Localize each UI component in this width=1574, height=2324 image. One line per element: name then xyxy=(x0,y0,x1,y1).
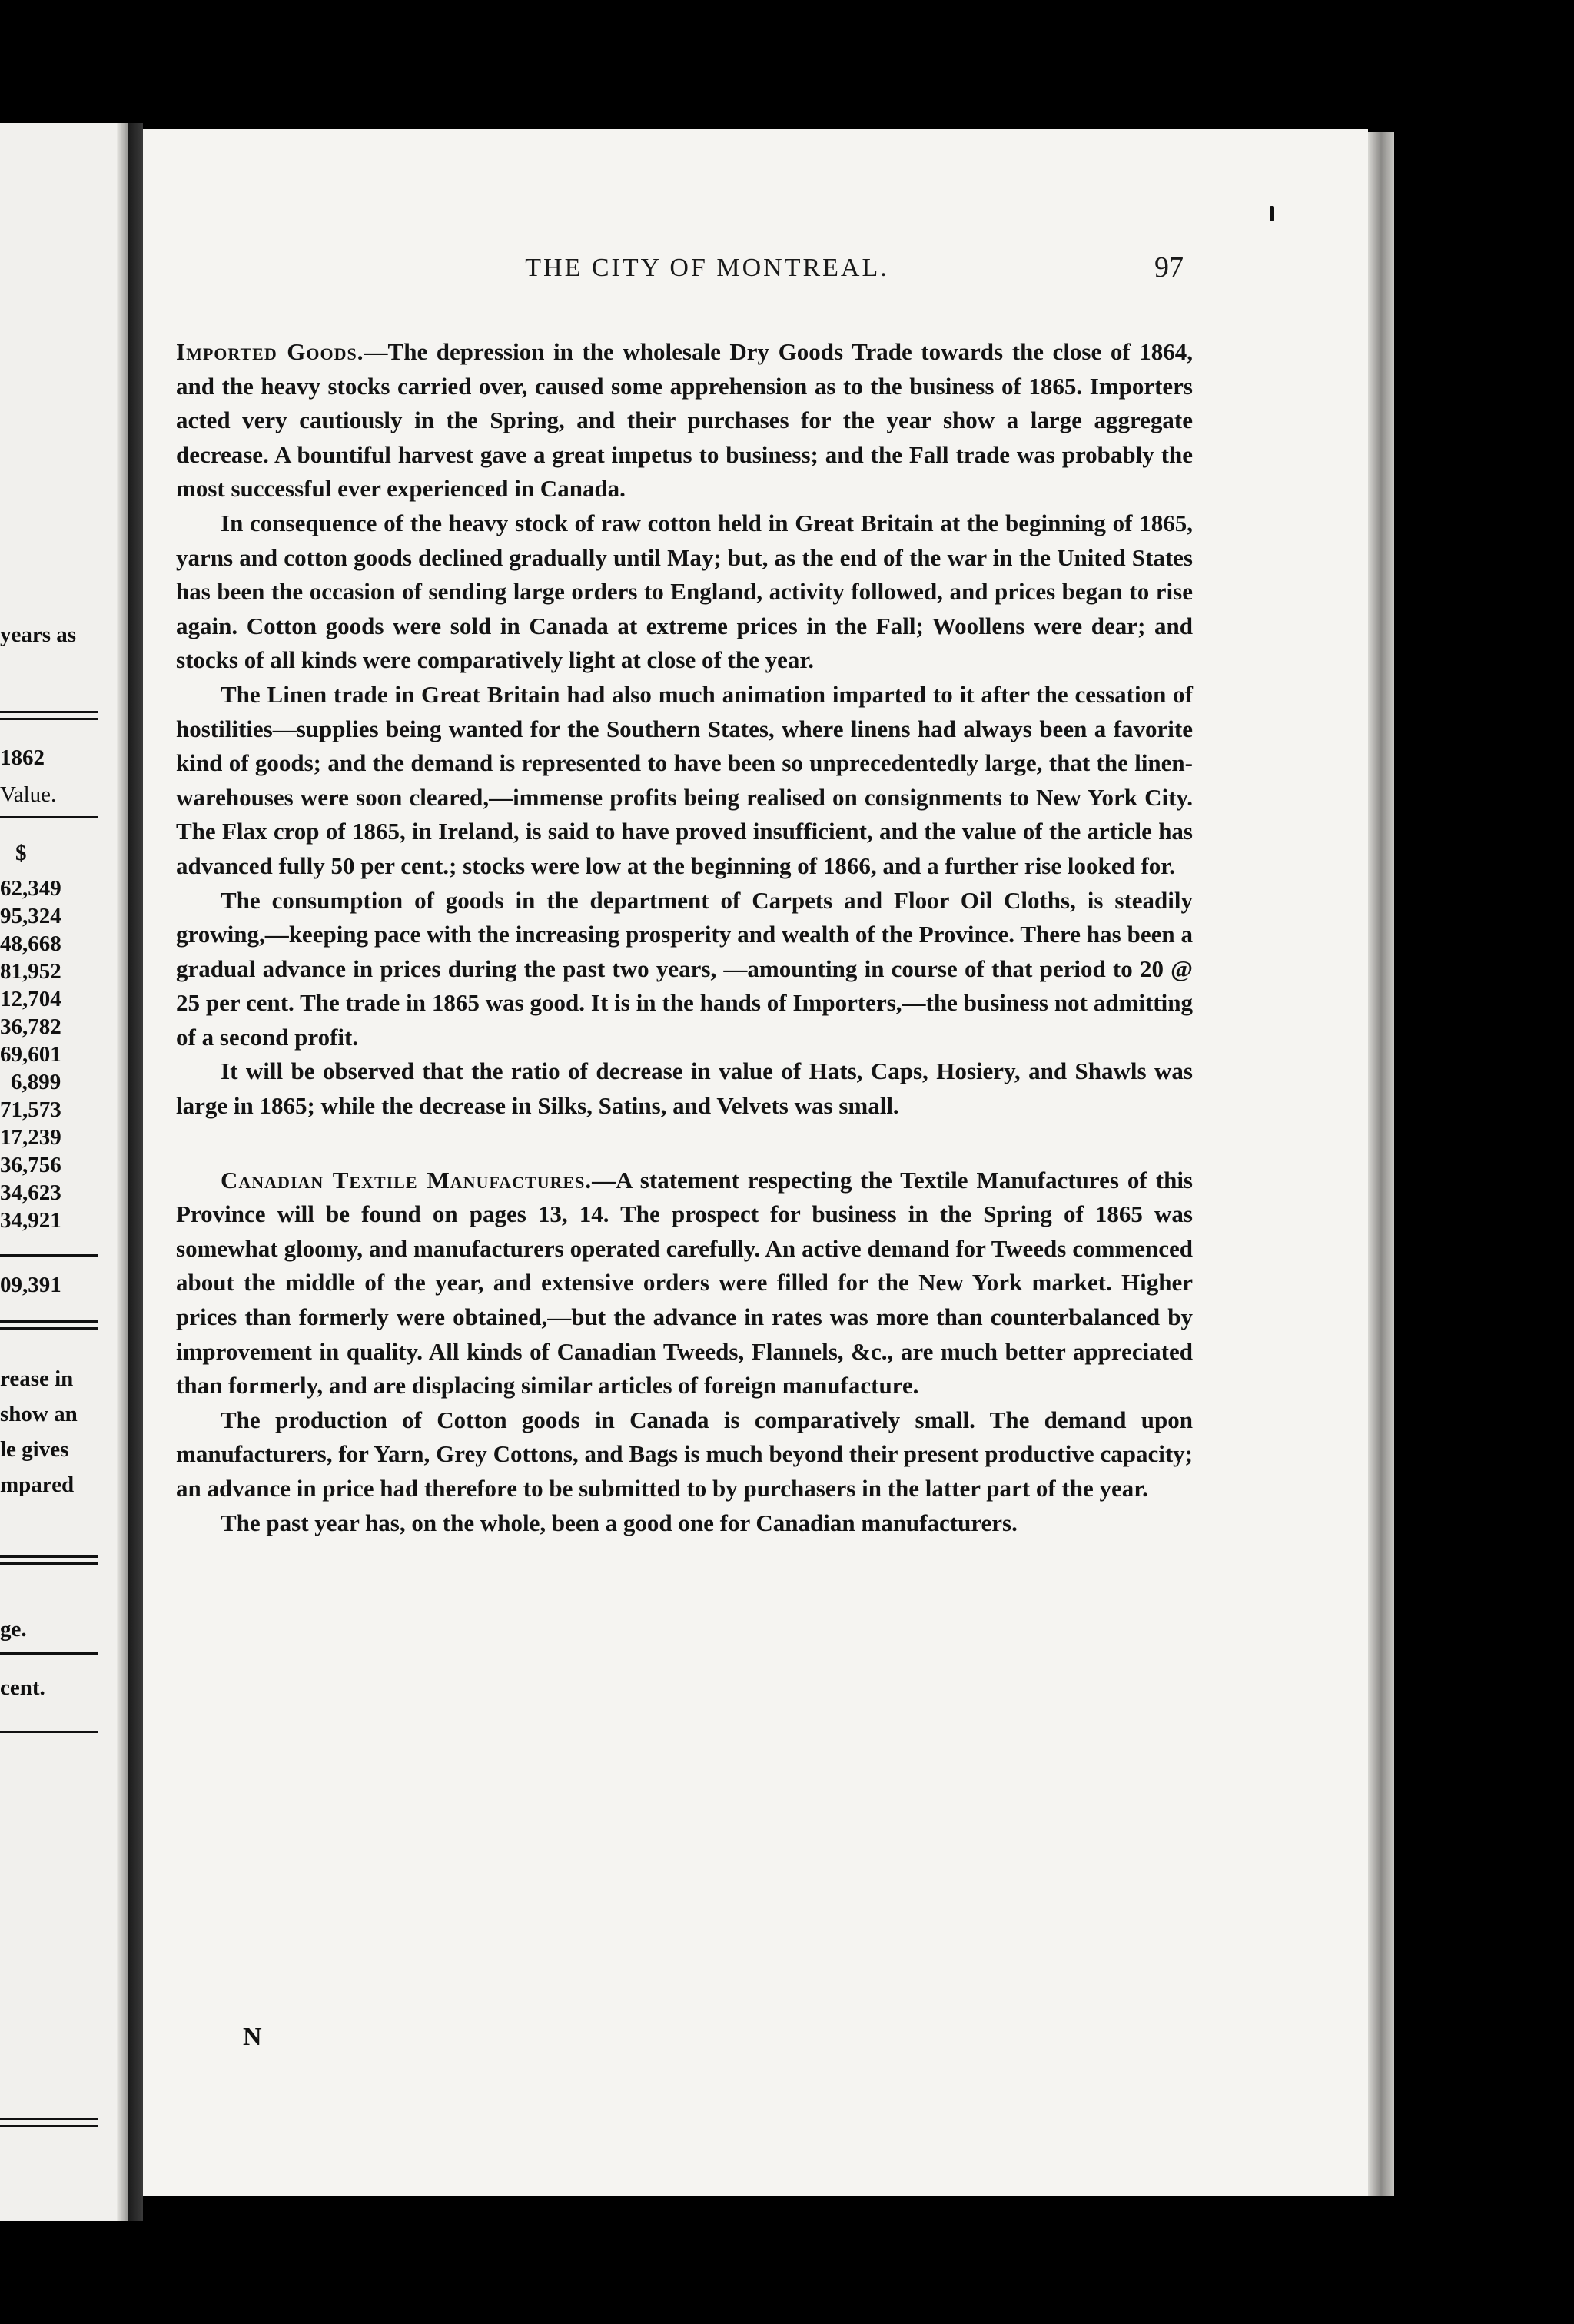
paragraph-text: The production of Cotton goods in Canada is comparatively small. The demand upon manufacturers, for Yarn, Grey Cottons, and Bags is much beyond their present productive capacity; an advance in price had therefore to be submitted to by purchasers in the latter part of the year. xyxy=(176,1406,1193,1502)
left-fragment: 71,573 xyxy=(0,1097,61,1122)
paragraph xyxy=(176,335,1193,506)
paragraph xyxy=(176,1403,1193,1506)
running-head: THE CITY OF MONTREAL. xyxy=(525,254,889,282)
left-fragment: 17,239 xyxy=(0,1125,61,1150)
left-rule xyxy=(0,1254,98,1257)
left-fragment: 62,349 xyxy=(0,876,61,901)
left-fragment: 09,391 xyxy=(0,1273,61,1297)
left-rule xyxy=(0,1555,98,1565)
paragraph xyxy=(176,1164,1193,1403)
paragraph xyxy=(176,1054,1193,1123)
left-rule xyxy=(0,816,98,818)
left-rule xyxy=(0,711,98,720)
paragraph xyxy=(176,678,1193,884)
signature-mark: N xyxy=(243,2023,262,2051)
section-heading: Imported Goods. xyxy=(176,338,364,365)
left-fragment: 36,782 xyxy=(0,1014,61,1039)
paragraph-text: —A statement respecting the Textile Manufactures of this Province will be found on pages 13, 14. The prospect for business in the Spring of 1865 was somewhat gloomy, and manufacturers operated carefully. An active demand for Tweeds commenced about the middle of the year, and extensive orders were filled for the New York market. Higher prices than formerly were obtained,—but the advance in rates was more than counterbalanced by improvement in quality. All kinds of Canadian Tweeds, Flannels, &c., are much better appreciated than formerly, and are displacing similar articles of foreign manufacture. xyxy=(176,1166,1193,1399)
left-fragment: 34,623 xyxy=(0,1180,61,1205)
paragraph-text: It will be observed that the ratio of decrease in value of Hats, Caps, Hosiery, and Shawls was large in 1865; while the decrease in Silks, Satins, and Velvets was small. xyxy=(176,1057,1193,1120)
left-fragment: Value. xyxy=(0,782,57,807)
page-number: 97 xyxy=(1154,251,1184,284)
paragraph-text: In consequence of the heavy stock of raw cotton held in Great Britain at the beginning of 1865, yarns and cotton goods declined gradually until May; but, as the end of the war in the United States has been the occasion of sending large orders to England, activity followed, and prices began to rise again. Cotton goods were sold in Canada at extreme prices in the Fall; Woollens were dear; and stocks of all kinds were comparatively light at close of the year. xyxy=(176,509,1193,674)
left-fragment: le gives xyxy=(0,1437,69,1462)
ink-mark xyxy=(1270,206,1274,221)
left-fragment: mpared xyxy=(0,1472,75,1497)
left-fragment: 6,899 xyxy=(11,1070,61,1094)
left-rule xyxy=(0,1320,98,1330)
left-fragment: $ xyxy=(15,841,27,865)
left-fragment: 81,952 xyxy=(0,959,61,984)
section-heading: Canadian Textile Manufactures. xyxy=(221,1166,593,1194)
left-fragment: ge. xyxy=(0,1617,27,1642)
body-text xyxy=(176,335,1193,1540)
left-fragment: 12,704 xyxy=(0,987,61,1011)
left-fragment: 36,756 xyxy=(0,1153,61,1177)
left-fragment: years as xyxy=(0,622,77,647)
left-fragment: cent. xyxy=(0,1675,45,1700)
paragraph-text: The consumption of goods in the department of Carpets and Floor Oil Cloths, is steadily growing,—keeping pace with the increasing prosperity and wealth of the Province. There has been a gradual advance in prices during the past two years, —amounting in course of that period to 20 @ 25 per cent. The trade in 1865 was good. It is in the hands of Importers,—the business not admitting of a second profit. xyxy=(176,886,1193,1051)
left-fragment: 1862 xyxy=(0,745,45,770)
paragraph xyxy=(176,1506,1193,1541)
paragraph-text: The past year has, on the whole, been a good one for Canadian manufacturers. xyxy=(221,1509,1018,1536)
facing-page-fragment xyxy=(0,123,128,2221)
left-fragment: 48,668 xyxy=(0,931,61,956)
paragraph-text: —The depression in the wholesale Dry Goods Trade towards the close of 1864, and the heavy stocks carried over, caused some apprehension as to the business of 1865. Importers acted very cautiously in the Spring, and their purchases for the year show a large aggregate decrease. A bountiful harvest gave a great impetus to business; and the Fall trade was probably the most successful ever experienced in Canada. xyxy=(176,338,1193,503)
left-fragment: rease in xyxy=(0,1366,74,1391)
left-rule xyxy=(0,1652,98,1655)
paragraph xyxy=(176,884,1193,1055)
paragraph xyxy=(176,506,1193,678)
left-fragment: 69,601 xyxy=(0,1042,61,1067)
paragraph-text: The Linen trade in Great Britain had also much animation imparted to it after the cessation of hostilities—supplies being wanted for the Southern States, where linens had always been a favorite kind of goods; and the demand is represented to have been so unprecedentedly large, that the linen-warehouses were soon cleared,—immense profits being realised on consignments to New York City. The Flax crop of 1865, in Ireland, is said to have proved insufficient, and the value of the article has advanced fully 50 per cent.; stocks were low at the beginning of 1866, and a further rise looked for. xyxy=(176,680,1193,879)
left-rule xyxy=(0,2118,98,2127)
left-fragment: show an xyxy=(0,1402,78,1426)
left-fragment: 34,921 xyxy=(0,1208,61,1233)
page-right-edge xyxy=(1368,132,1394,2196)
left-rule xyxy=(0,1731,98,1733)
left-fragment: 95,324 xyxy=(0,904,61,928)
book-gutter xyxy=(128,123,143,2221)
